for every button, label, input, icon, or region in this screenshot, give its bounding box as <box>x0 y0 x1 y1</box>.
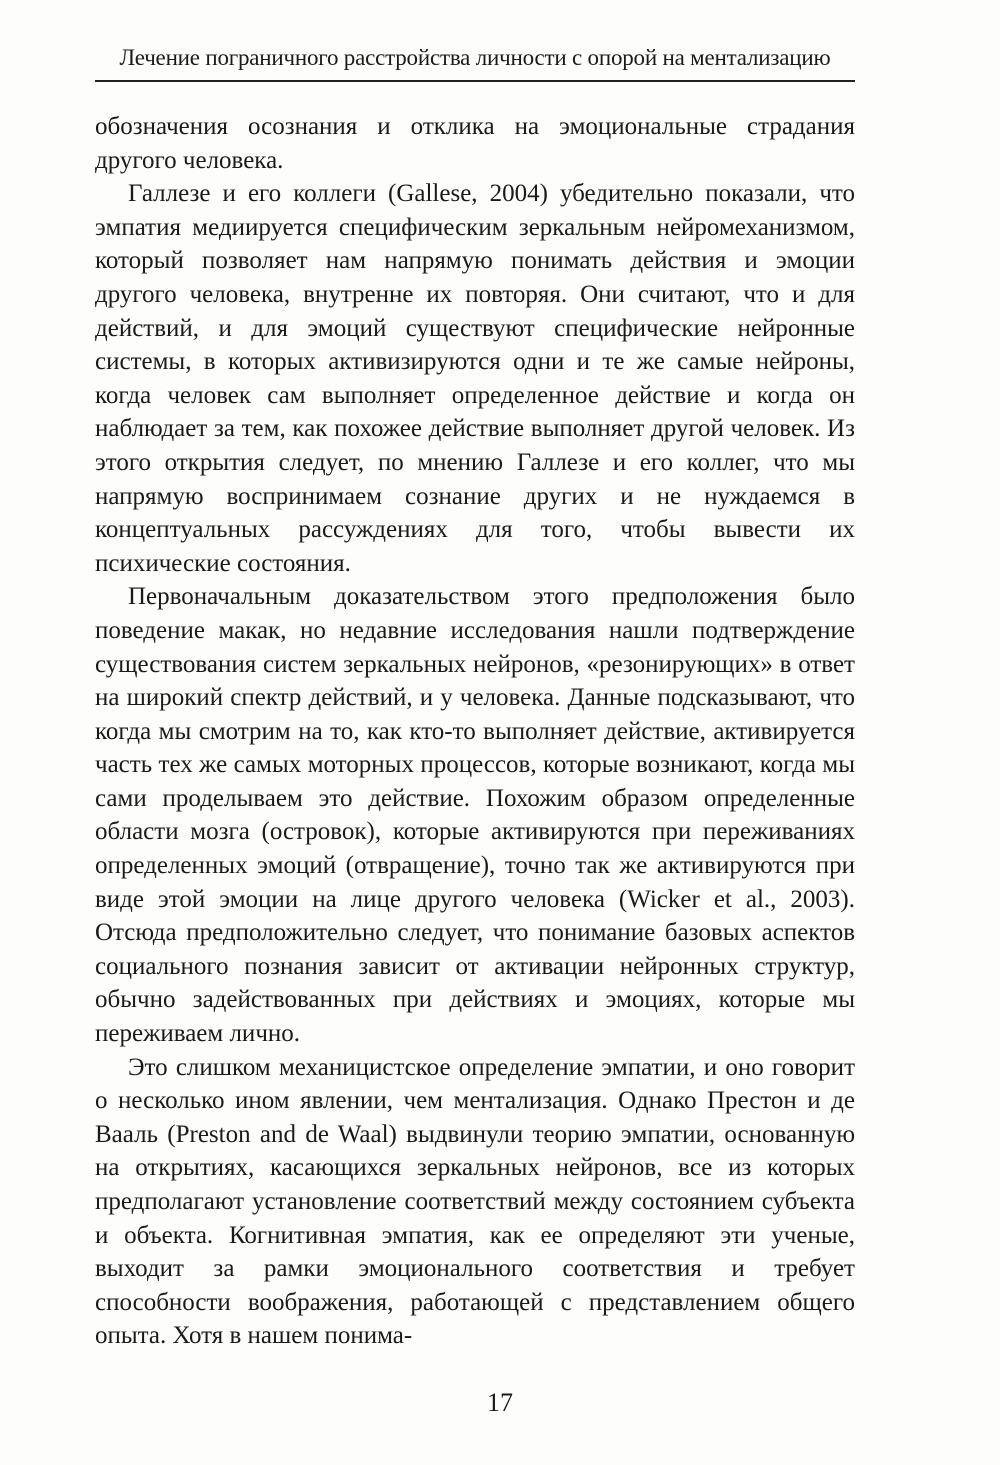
paragraph-macaques: Первоначальным доказательством этого предположения было поведение макак, но недавние исследования нашли подтверждение существования систем зеркальных нейронов, «резонирующих» в ответ на широкий спектр действий, и у человека. Данные подсказывают, что когда мы смотрим на то, как кто-то выполняет действие, активируется часть тех же самых моторных процессов, которые возникают, когда мы сами проделываем это действие. Похожим образом определенные области мозга (островок), которые активируются при переживаниях определенных эмоций (отвращение), точно так же активируются при виде этой эмоции на лице другого человека (Wicker et al., 2003). Отсюда предположительно следует, что понимание базовых аспектов социального познания зависит от активации нейронных структур, обычно задействованных при действиях и эмоциях, которые мы переживаем лично. <box>95 583 855 1048</box>
header-rule <box>95 80 855 82</box>
paragraph-gallese: Галлезе и его коллеги (Gallese, 2004) убедительно показали, что эмпатия медиируется специфическим зеркальным нейромеханизмом, который позволяет нам напрямую понимать действия и эмоции другого человека, внутренне их повторяя. Они считают, что и для действий, и для эмоций существуют специфические нейронные системы, в которых активизируются одни и те же самые нейроны, когда человек сам выполняет определенное действие и когда он наблюдает за тем, как похожее действие выполняет другой человек. Из этого открытия следует, по мнению Галлезе и его коллег, что мы напрямую воспринимаем сознание других и не нуждаемся в концептуальных рассуждениях для того, чтобы вывести их психические состояния. <box>95 180 855 577</box>
paragraph-continuation: обозначения осознания и отклика на эмоциональные страдания другого человека. <box>95 113 855 174</box>
page-number: 17 <box>487 1388 513 1417</box>
running-head: Лечение пограничного расстройства личности с опорой на ментализацию <box>119 45 831 70</box>
paragraph-preston-de-waal: Это слишком механицистское определение эмпатии, и оно говорит о несколько ином явлении, чем ментализация. Однако Престон и де Вааль (Preston and de Waal) выдвинули теорию эмпатии, основанную на открытиях, касающихся зеркальных нейронов, все из которых предполагают установление соответствий между состоянием субъекта и объекта. Когнитивная эмпатия, как ее определяют эти ученые, выходит за рамки эмоционального соответствия и требует способности воображения, работающей с представлением общего опыта. Хотя в нашем понима- <box>95 1053 855 1350</box>
text-body <box>95 110 855 1353</box>
